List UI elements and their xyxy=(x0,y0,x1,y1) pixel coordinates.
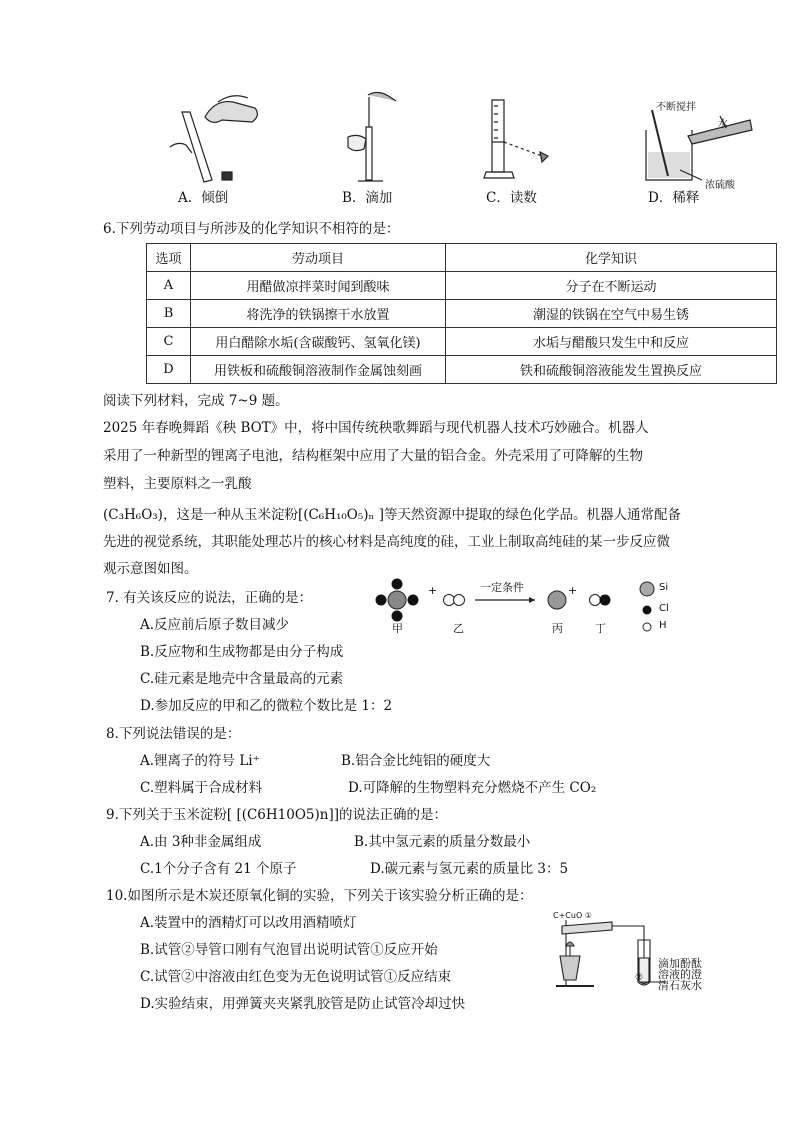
passage-line: 采用了一种新型的锂离子电池，结构框架中应用了大量的铝合金。外壳采用了可降解的生物 xyxy=(103,448,643,464)
table-row xyxy=(147,272,777,300)
q10-stem: 10.如图所示是木炭还原氧化铜的实验，下列关于该实验分析正确的是： xyxy=(106,888,533,904)
q10-option-a: A.装置中的酒精灯可以改用酒精喷灯 xyxy=(140,915,357,931)
q10-option-d: D.实验结束，用弹簧夹夹紧乳胶管是防止试管冷却过快 xyxy=(140,996,466,1012)
cell-knowledge: 分子在不断运动 xyxy=(446,272,777,300)
col-header-task: 劳动项目 xyxy=(191,244,446,272)
name-ding: 丁 xyxy=(595,622,606,635)
legend-si: Si xyxy=(659,582,669,593)
col-header-option: 选项 xyxy=(147,244,191,272)
passage-line: (C₃H₆O₃)，这是一种从玉米淀粉[(C₆H₁₀O₅)ₙ ]等天然资源中提取的绿色化学品。机器人通常配备 xyxy=(103,507,681,523)
cell-knowledge: 铁和硫酸铜溶液能发生置换反应 xyxy=(446,356,777,384)
label-tube1: C+CuO ① xyxy=(553,911,592,920)
caption-c: C．读数 xyxy=(486,190,537,206)
caption-b: B．滴加 xyxy=(342,190,393,206)
caption-a: A．倾倒 xyxy=(178,190,229,206)
q9-option-b: B.其中氢元素的质量分数最小 xyxy=(354,834,531,850)
reaction-condition: 一定条件 xyxy=(480,581,524,594)
label-solution xyxy=(658,958,702,991)
label-acid: 浓硫酸 xyxy=(705,180,735,191)
q7-option-c: C.硅元素是地壳中含量最高的元素 xyxy=(140,671,344,687)
col-header-knowledge: 化学知识 xyxy=(446,244,777,272)
passage-line: 塑料，主要原料之一乳酸 xyxy=(103,476,252,492)
q7-option-a: A.反应前后原子数目减少 xyxy=(140,617,290,633)
q8-option-b: B.铝合金比纯铝的硬度大 xyxy=(341,753,491,769)
q7-stem: 7. 有关该反应的说法，正确的是： xyxy=(106,590,313,606)
label-tube2: ② xyxy=(635,973,644,983)
label-water: 水 xyxy=(718,119,728,130)
table-row xyxy=(147,356,777,384)
q9-option-a: A.由 3种非金属组成 xyxy=(140,834,262,850)
q8-option-c: C.塑料属于合成材料 xyxy=(140,780,263,796)
cell-option: C xyxy=(147,328,191,356)
plus-sign: + xyxy=(428,584,438,597)
cell-option: B xyxy=(147,300,191,328)
legend-h: H xyxy=(659,620,667,631)
legend-cl: Cl xyxy=(659,603,669,614)
figure-pouring xyxy=(160,92,270,187)
cell-task: 将洗净的铁锅擦干水放置 xyxy=(191,300,446,328)
label-solution-line: 溶液的澄 xyxy=(658,968,702,981)
label-solution-line: 清石灰水 xyxy=(658,979,702,992)
name-bing: 丙 xyxy=(552,622,563,635)
figure-dropping xyxy=(338,92,418,187)
q9-stem: 9.下列关于玉米淀粉[ [(C6H10O5)n]]的说法正确的是： xyxy=(106,807,447,823)
q8-option-d: D.可降解的生物塑料充分燃烧不产生 CO₂ xyxy=(348,780,597,796)
figure-reading xyxy=(480,92,570,187)
reaction-diagram xyxy=(375,578,695,638)
q9-option-d: D.碳元素与氢元素的质量比 3：5 xyxy=(370,861,569,877)
q8-stem: 8.下列说法错误的是： xyxy=(106,726,241,742)
name-yi: 乙 xyxy=(453,622,464,635)
q8-option-a: A.锂离子的符号 Li⁺ xyxy=(140,753,260,769)
label-stir: 不断搅拌 xyxy=(656,102,696,113)
label-solution-line: 滴加酚酞 xyxy=(658,957,702,970)
q10-option-b: B.试管②导管口刚有气泡冒出说明试管①反应开始 xyxy=(140,942,438,958)
q7-option-d: D.参加反应的甲和乙的微粒个数比是 1：2 xyxy=(140,698,393,714)
q6-table xyxy=(146,243,777,384)
cell-knowledge: 潮湿的铁锅在空气中易生锈 xyxy=(446,300,777,328)
q10-option-c: C.试管②中溶液由红色变为无色说明试管①反应结束 xyxy=(140,969,452,985)
plus-sign: + xyxy=(568,584,578,597)
caption-d: D．稀释 xyxy=(648,190,700,206)
passage-line: 先进的视觉系统，其职能处理芯片的核心材料是高纯度的硅，工业上制取高纯硅的某一步反应微 xyxy=(103,534,670,550)
table-header-row xyxy=(147,244,777,272)
cell-task: 用铁板和硫酸铜溶液制作金属蚀刻画 xyxy=(191,356,446,384)
cell-option: A xyxy=(147,272,191,300)
table-row xyxy=(147,328,777,356)
passage-line: 观示意图如图。 xyxy=(103,561,198,577)
passage-line: 2025 年春晚舞蹈《秧 BOT》中，将中国传统秧歌舞蹈与现代机器人技术巧妙融合。机器人 xyxy=(103,420,649,436)
cell-option: D xyxy=(147,356,191,384)
cell-task: 用白醋除水垢(含碳酸钙、氢氧化镁) xyxy=(191,328,446,356)
passage-intro: 阅读下列材料，完成 7~9 题。 xyxy=(103,393,289,409)
q9-option-c: C.1个分子含有 21 个原子 xyxy=(140,861,297,877)
name-jia: 甲 xyxy=(392,622,403,635)
table-row xyxy=(147,300,777,328)
cell-task: 用醋做凉拌菜时闻到酸味 xyxy=(191,272,446,300)
cell-knowledge: 水垢与醋酸只发生中和反应 xyxy=(446,328,777,356)
q7-option-b: B.反应物和生成物都是由分子构成 xyxy=(140,644,344,660)
q6-stem: 6.下列劳动项目与所涉及的化学知识不相符的是： xyxy=(103,221,400,237)
